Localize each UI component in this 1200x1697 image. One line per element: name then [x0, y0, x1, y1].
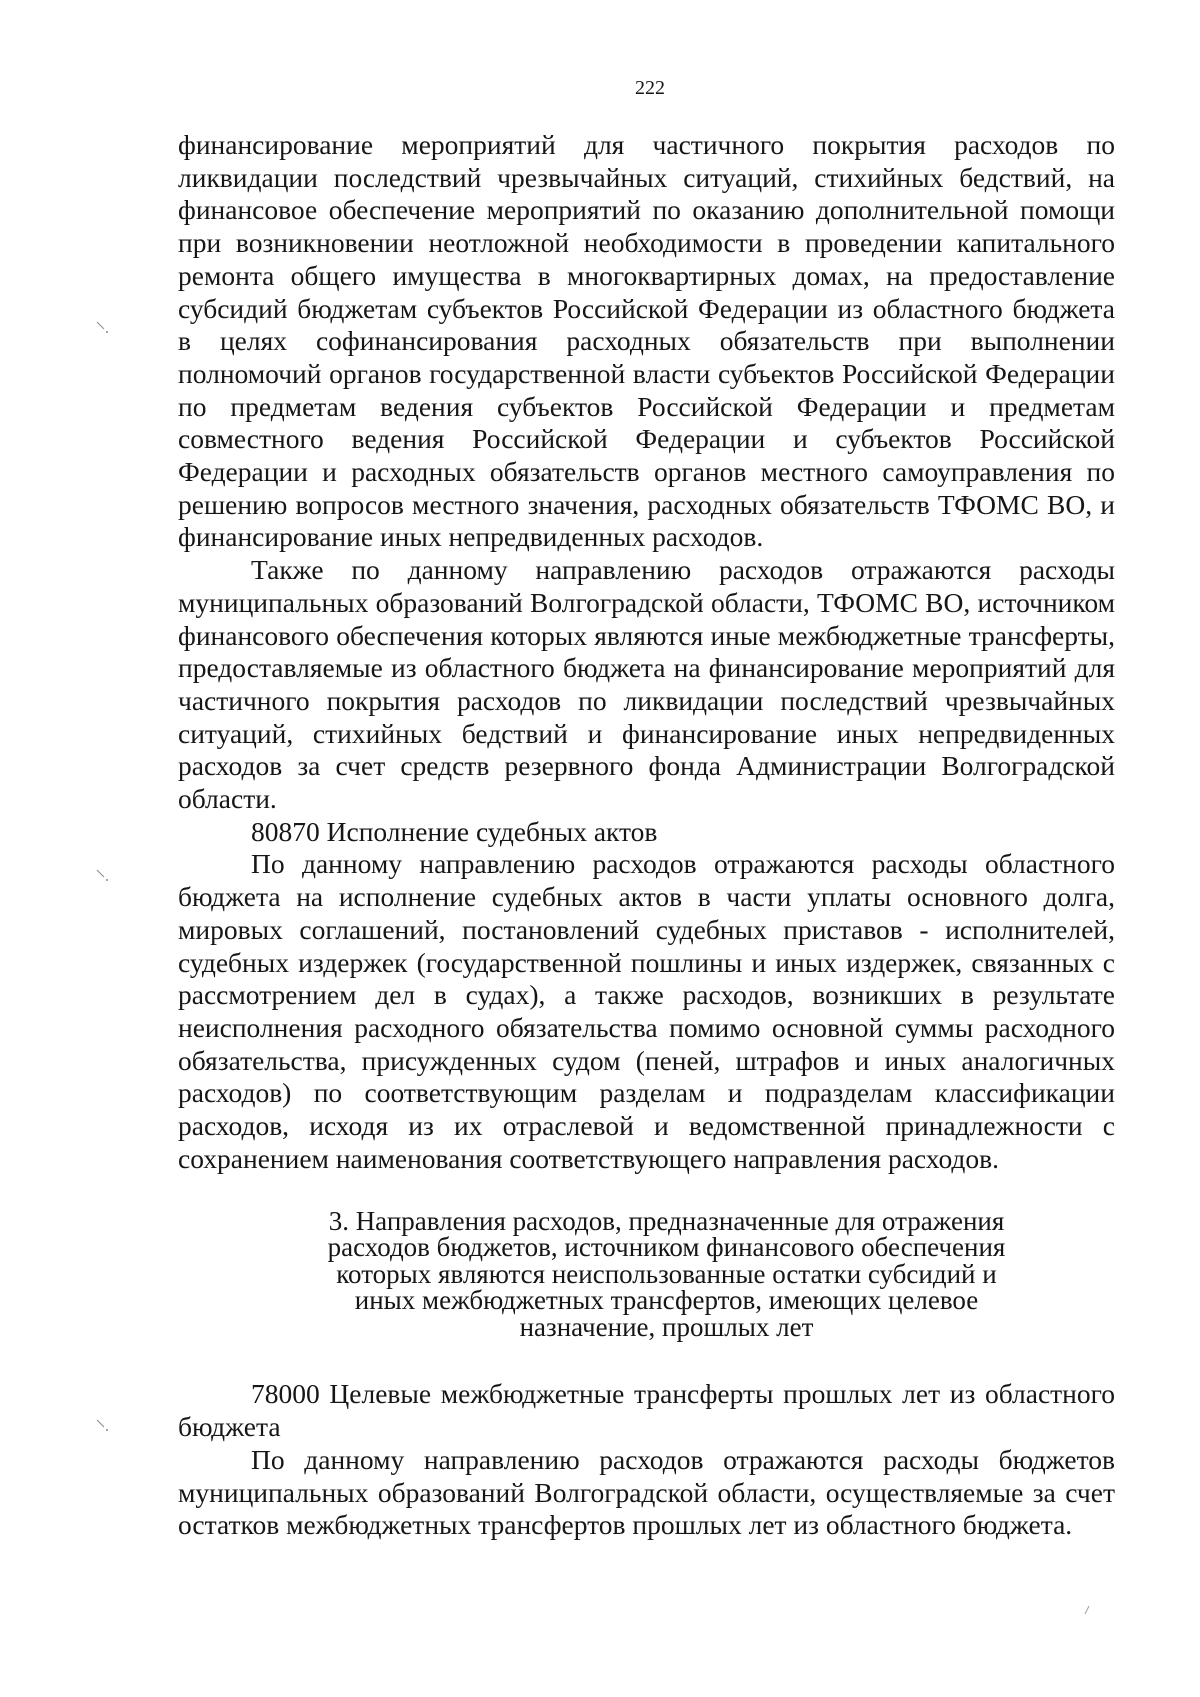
scan-mark	[1080, 1604, 1094, 1618]
body-paragraph: По данному направлению расходов отражаются расходы областного бюджета на исполнение судебных актов в части уплаты основного долга, мировых соглашений, постановлений судебных приставов - исполнителей, судебных издержек (государственной пошлины и иных издержек, связанных с рассмотрением дел в судах), а также расходов, возникших в результате неисполнения расходного обязательства помимо основной суммы расходного обязательства, присужденных судом (пеней, штрафов и иных аналогичных расходов) по соответствующим разделам и подразделам классификации расходов, исходя из их отраслевой и ведомственной принадлежности с сохранением наименования соответствующего направления расходов.	[178, 848, 1115, 1174]
subsection-title: 80870 Исполнение судебных актов	[251, 815, 658, 847]
scan-mark	[96, 320, 110, 334]
subsection-title: 78000 Целевые межбюджетные трансферты прошлых лет из областного бюджета	[178, 1378, 1115, 1443]
spacer	[178, 1340, 1115, 1378]
section-heading: 3. Направления расходов, предназначенные для отражения расходов бюджетов, источником финансового обеспечения которых являются неиспользованные остатки субсидий и иных межбюджетных трансфертов, имеющих целевое назначение, прошлых лет	[327, 1205, 1006, 1342]
body-paragraph: Также по данному направлению расходов отражаются расходы муниципальных образований Волгоградской области, ТФОМС ВО, источником финансового обеспечения которых являются иные межбюджетные трансферты, предоставляемые из областного бюджета на финансирование мероприятий для частичного покрытия расходов по ликвидации последствий чрезвычайных ситуаций, стихийных бедствий и финансирование иных непредвиденных расходов за счет средств резервного фонда Администрации Волгоградской области.	[178, 554, 1115, 815]
scan-mark	[96, 868, 110, 882]
scan-mark	[96, 1418, 110, 1432]
body-paragraph: По данному направлению расходов отражаются расходы бюджетов муниципальных образований Волгоградской области, осуществляемые за счет остатков межбюджетных трансфертов прошлых лет из областного бюджета.	[178, 1443, 1115, 1541]
body-paragraph: финансирование мероприятий для частичного покрытия расходов по ликвидации последствий чрезвычайных ситуаций, стихийных бедствий, на финансовое обеспечение мероприятий по оказанию дополнительной помощи при возникновении неотложной необходимости в проведении капитального ремонта общего имущества в многоквартирных домах, на предоставление субсидий бюджетам субъектов Российской Федерации из областного бюджета в целях софинансирования расходных обязательств при выполнении полномочий органов государственной власти субъектов Российской Федерации по предметам ведения субъектов Российской Федерации и предметам совместного ведения Российской Федерации и субъектов Российской Федерации и расходных обязательств органов местного самоуправления по решению вопросов местного значения, расходных обязательств ТФОМС ВО, и финансирование иных непредвиденных расходов.	[178, 129, 1115, 553]
document-body	[178, 129, 1115, 1542]
page-number: 222	[635, 77, 665, 99]
